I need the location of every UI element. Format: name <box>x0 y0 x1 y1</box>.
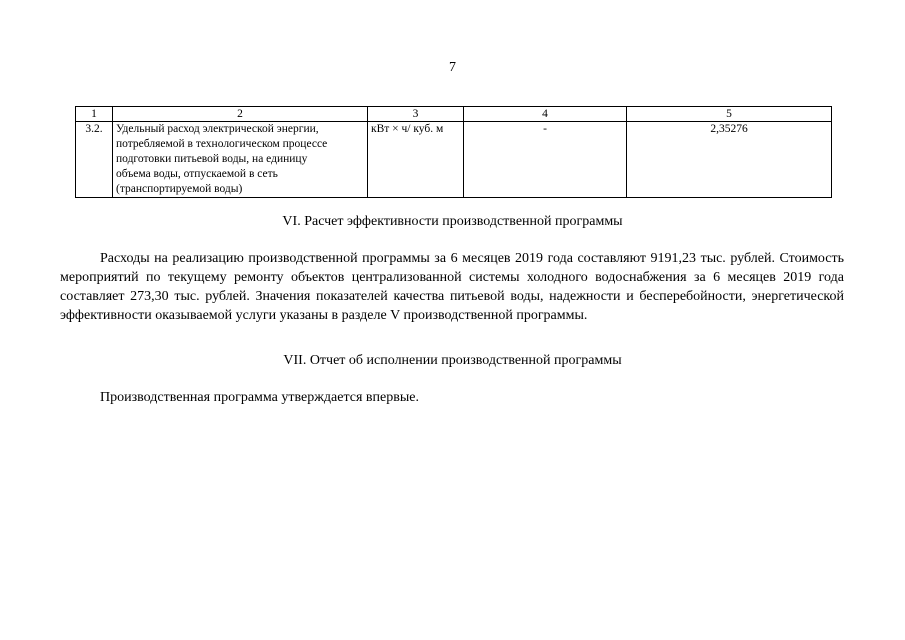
table-header-row <box>76 107 832 122</box>
description-line: объема воды, отпускаемой в сеть <box>116 168 278 180</box>
row-unit: кВт × ч/ куб. м <box>368 122 464 198</box>
description-line: потребляемой в технологическом процессе <box>116 138 328 150</box>
row-value: 2,35276 <box>627 122 832 198</box>
row-col4: - <box>464 122 627 198</box>
section-6-title: VI. Расчет эффективности производственной программы <box>282 214 623 229</box>
section-6-paragraph: Расходы на реализацию производственной программы за 6 месяцев 2019 года составляют 9191,23 тыс. рублей. Стоимость мероприятий по текущему ремонту объектов централизованной системы холодного водоснабжения за 6 месяцев 2019 года составляет 273,30 тыс. рублей. Значения показателей качества питьевой воды, надежности и бесперебойности, энергетической эффективности оказываемой услуги указаны в разделе V производственной программы. <box>60 251 844 323</box>
section-7-paragraph: Производственная программа утверждается впервые. <box>100 390 419 405</box>
page-number: 7 <box>449 60 456 75</box>
table-header-cell: 2 <box>113 107 368 122</box>
table-row <box>76 122 832 198</box>
table-header-cell: 1 <box>76 107 113 122</box>
indicator-table <box>75 106 832 198</box>
description-line: подготовки питьевой воды, на единицу <box>116 153 308 165</box>
description-line: Удельный расход электрической энергии, <box>116 123 319 135</box>
table-header-cell: 5 <box>627 107 832 122</box>
section-7-title: VII. Отчет об исполнении производственной программы <box>283 353 622 368</box>
row-description <box>113 122 368 198</box>
row-number: 3.2. <box>76 122 113 198</box>
description-line: (транспортируемой воды) <box>116 183 243 195</box>
table-header-cell: 4 <box>464 107 627 122</box>
table-header-cell: 3 <box>368 107 464 122</box>
